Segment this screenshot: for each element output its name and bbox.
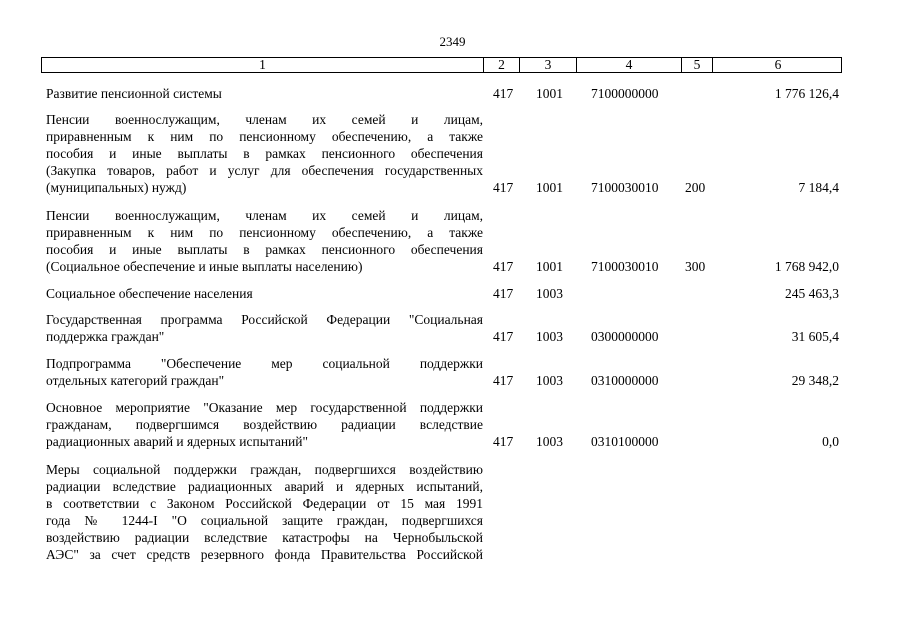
- header-col-3: 3: [520, 58, 577, 72]
- cell-col-3: 1001: [536, 86, 563, 101]
- desc-line: гражданам, подвергшимся воздействию радиации вследствие: [46, 417, 483, 432]
- desc-line: поддержка граждан": [46, 329, 165, 344]
- desc-line: радиации вследствие радиационных аварий и ядерных испытаний,: [46, 479, 483, 494]
- row-description: [46, 85, 483, 102]
- row-description: [46, 399, 483, 450]
- desc-line: Пенсии военнослужащим, членам их семей и лицам,: [46, 208, 483, 223]
- cell-col-3: 1001: [536, 259, 563, 274]
- header-col-5: 5: [682, 58, 713, 72]
- cell-col-6: 1 768 942,0: [774, 259, 839, 274]
- cell-col-3: 1003: [536, 373, 563, 388]
- table-row: [41, 207, 842, 275]
- header-col-4: 4: [577, 58, 682, 72]
- cell-col-3: 1003: [536, 329, 563, 344]
- cell-col-6: 245 463,3: [785, 286, 839, 301]
- desc-line: Развитие пенсионной системы: [46, 86, 222, 101]
- cell-col-2: 417: [493, 259, 514, 274]
- cell-col-6: 31 605,4: [791, 329, 839, 344]
- desc-line: Пенсии военнослужащим, членам их семей и лицам,: [46, 112, 483, 127]
- table-row: [41, 85, 842, 102]
- row-description: [46, 285, 483, 302]
- cell-col-6: 0,0: [822, 434, 839, 449]
- row-description: [46, 311, 483, 345]
- desc-line: Социальное обеспечение населения: [46, 286, 253, 301]
- desc-line: пособия и иные выплаты в рамках пенсионного обеспечения: [46, 146, 483, 161]
- header-col-2: 2: [484, 58, 520, 72]
- header-col-1: 1: [42, 58, 484, 72]
- row-description: [46, 355, 483, 389]
- row-description: [46, 461, 483, 563]
- table-row: [41, 285, 842, 302]
- table-header: [41, 57, 842, 73]
- row-description: [46, 111, 483, 196]
- cell-col-2: 417: [493, 86, 514, 101]
- cell-col-3: 1001: [536, 180, 563, 195]
- cell-col-2: 417: [493, 180, 514, 195]
- row-description: [46, 207, 483, 275]
- cell-col-4: 7100030010: [591, 259, 659, 274]
- cell-col-2: 417: [493, 373, 514, 388]
- desc-line: Подпрограмма "Обеспечение мер социальной поддержки: [46, 356, 483, 371]
- cell-col-6: 7 184,4: [798, 180, 839, 195]
- cell-col-4: 7100030010: [591, 180, 659, 195]
- desc-line: (муниципальных) нужд): [46, 180, 187, 195]
- cell-col-4: 0310100000: [591, 434, 659, 449]
- header-col-6: 6: [774, 57, 782, 72]
- cell-col-3: 1003: [536, 434, 563, 449]
- desc-line: радиационных аварий и ядерных испытаний": [46, 434, 309, 449]
- cell-col-6: 29 348,2: [791, 373, 839, 388]
- cell-col-2: 417: [493, 434, 514, 449]
- table-row: [41, 311, 842, 345]
- table-row: [41, 111, 842, 196]
- desc-line: года № 1244-I "О социальной защите граждан, подвергшихся: [46, 513, 483, 528]
- cell-col-4: 0310000000: [591, 373, 659, 388]
- cell-col-3: 1003: [536, 286, 563, 301]
- cell-col-4: 0300000000: [591, 329, 659, 344]
- table-row: [41, 355, 842, 389]
- desc-line: приравненным к ним по пенсионному обеспечению, а также: [46, 225, 483, 240]
- cell-col-6: 1 776 126,4: [774, 86, 839, 101]
- page-number: 2349: [439, 34, 466, 49]
- desc-line: Основное мероприятие "Оказание мер государственной поддержки: [46, 400, 483, 415]
- cell-col-5: 200: [685, 180, 706, 195]
- desc-line: приравненным к ним по пенсионному обеспечению, а также: [46, 129, 483, 144]
- desc-line: (Закупка товаров, работ и услуг для обеспечения государственных: [46, 163, 483, 178]
- cell-col-2: 417: [493, 329, 514, 344]
- desc-line: пособия и иные выплаты в рамках пенсионного обеспечения: [46, 242, 483, 257]
- desc-line: отдельных категорий граждан": [46, 373, 225, 388]
- desc-line: Меры социальной поддержки граждан, подвергшихся воздействию: [46, 462, 483, 477]
- desc-line: в соответствии с Законом Российской Федерации от 15 мая 1991: [46, 496, 483, 511]
- desc-line: Государственная программа Российской Федерации "Социальная: [46, 312, 483, 327]
- cell-col-4: 7100000000: [591, 86, 659, 101]
- table-row: [41, 399, 842, 450]
- desc-line: (Социальное обеспечение и иные выплаты населению): [46, 259, 363, 274]
- table-row: [41, 461, 842, 563]
- desc-line: АЭС" за счет средств резервного фонда Правительства Российской: [46, 547, 483, 562]
- cell-col-5: 300: [685, 259, 706, 274]
- desc-line: воздействию радиации вследствие катастрофы на Чернобыльской: [46, 530, 483, 545]
- cell-col-2: 417: [493, 286, 514, 301]
